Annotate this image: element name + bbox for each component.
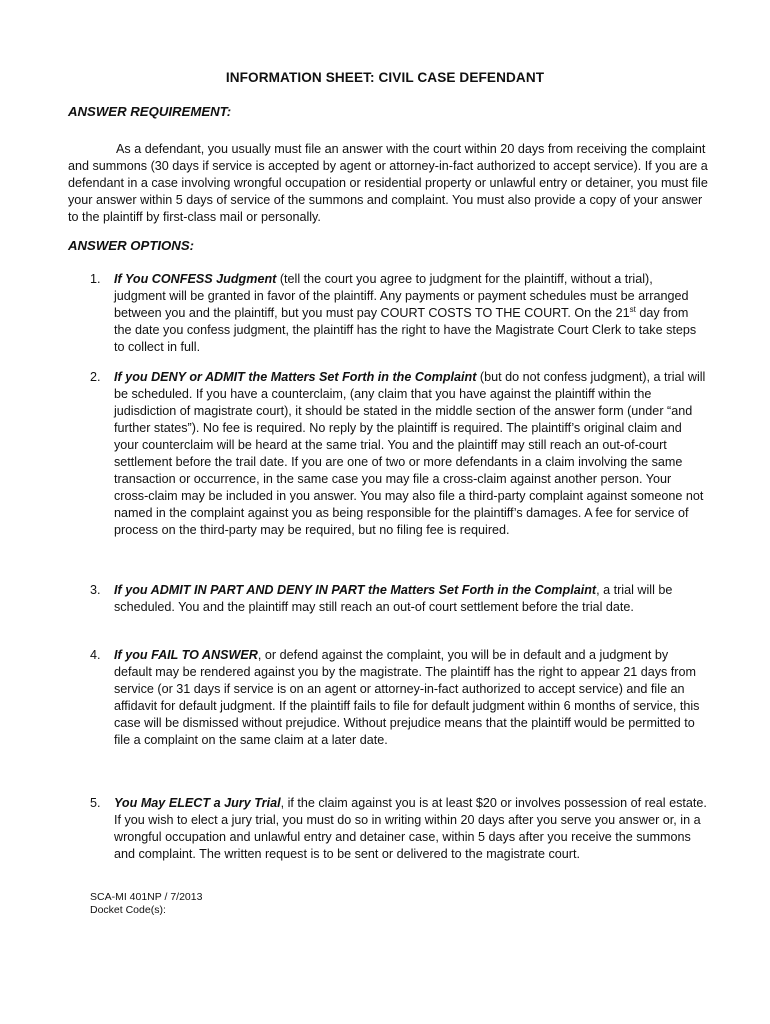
list-item-body	[114, 271, 708, 356]
answer-requirement-heading: ANSWER REQUIREMENT:	[68, 104, 232, 119]
list-item-number: 2.	[90, 370, 101, 384]
list-item-number: 3.	[90, 583, 101, 597]
list-item-emphasis: If you FAIL TO ANSWER	[114, 648, 258, 662]
list-item-emphasis: If you ADMIT IN PART AND DENY IN PART the Matters Set Forth in the Complaint	[114, 583, 597, 597]
list-item-text: , a trial will be scheduled. You and the plaintiff may still reach an out-of court settlement before the trial date.	[114, 583, 673, 614]
list-item	[90, 369, 708, 539]
document-footer	[90, 891, 202, 917]
ordinal-suffix: st	[629, 304, 636, 314]
document-title: INFORMATION SHEET: CIVIL CASE DEFENDANT	[225, 70, 545, 85]
list-item-body	[114, 582, 708, 616]
answer-options-heading: ANSWER OPTIONS:	[68, 238, 195, 253]
list-item	[90, 647, 708, 749]
list-item	[90, 271, 708, 356]
list-item-text: , if the claim against you is at least $20 or involves possession of real estate. If you wish to elect a jury trial, you must do so in writing within 20 days after you serve you answer or, in a wrongful occupation and unlawful entry and detainer case, within 5 days after you receive the summons and complaint. The written request is to be sent or delivered to the magistrate court.	[114, 796, 707, 861]
list-item-number: 4.	[90, 648, 101, 662]
list-item-body	[114, 369, 708, 539]
list-item-text: (tell the court you agree to judgment for the plaintiff, without a trial), judgment will be granted in favor of the plaintiff. Any payments or payment schedules must be arranged between you and the plaintiff, but you must pay COURT COSTS TO THE COURT. On the 21	[114, 272, 689, 320]
list-item	[90, 795, 708, 863]
answer-requirement-text: As a defendant, you usually must file an answer with the court within 20 days from receiving the complaint and summons (30 days if service is accepted by agent or attorney-in-fact authorized to accept service). If you are a defendant in a case involving wrongful occupation or residential property or unlawful entry or detainer, you must file your answer within 5 days of service of the summons and complaint. You must also provide a copy of your answer to the plaintiff by first-class mail or personally.	[68, 142, 708, 224]
list-item-emphasis: If You CONFESS Judgment	[114, 272, 277, 286]
list-item-text: , or defend against the complaint, you will be in default and a judgment by default may be rendered against you by the magistrate. The plaintiff has the right to appear 21 days from service (or 31 days if service is on an agent or attorney-in-fact authorized to accept service) and file an affidavit for default judgment. If the plaintiff fails to file for default judgment within 6 months of service, this case will be dismissed without prejudice. Without prejudice means that the plaintiff would be permitted to file a complaint on the same claim at a later date.	[114, 648, 700, 747]
docket-code-label: Docket Code(s):	[90, 904, 166, 916]
list-item-emphasis: You May ELECT a Jury Trial	[114, 796, 281, 810]
list-item-emphasis: If you DENY or ADMIT the Matters Set Forth in the Complaint	[114, 370, 477, 384]
list-item-number: 5.	[90, 796, 101, 810]
list-item-text: (but do not confess judgment), a trial will be scheduled. If you have a counterclaim, (any claim that you have against the plaintiff within the judisdiction of magistrate court), it should be stated in the middle section of the answer form (under “and further states”). No fee is required. No reply by the plaintiff is required. The plaintiff’s original claim and your counterclaim will be heard at the same trial. You and the plaintiff may still reach an out-of-court settlement before the trail date. If you are one of two or more defendants in a claim involving the same transaction or occurrence, in the same case you may file a cross-claim against another person. Your cross-claim may be included in you answer. You may also file a third-party complaint against someone not named in the complaint against you as being responsible for the plaintiff’s damages. A fee for service of process on the third-party may be required, but no filing fee is required.	[114, 370, 706, 537]
list-item-number: 1.	[90, 272, 101, 286]
list-item-body	[114, 647, 708, 749]
form-code: SCA-MI 401NP / 7/2013	[90, 891, 203, 903]
list-item	[90, 582, 708, 616]
list-item-body	[114, 795, 708, 863]
list-item-text-continued: day from the date you confess judgment, the plaintiff has the right to have the Magistrate Court Clerk to take steps to collect in full.	[114, 306, 697, 354]
answer-requirement-paragraph	[68, 141, 708, 226]
